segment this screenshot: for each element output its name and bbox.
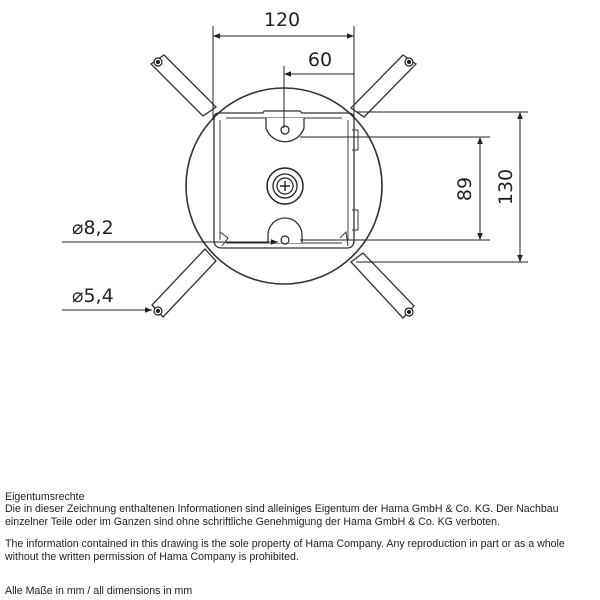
notice-body-de: Die in dieser Zeichnung enthaltenen Informationen sind alleiniges Eigentum der Hama GmbH & Co. KG. Der Nachbau einzelner Teile oder im Ganzen sind ohne schriftliche Genehmigung der Hama GmbH & Co. KG verboten. xyxy=(5,503,559,528)
dimension-label-60: 60 xyxy=(307,49,333,71)
units-note: Alle Maße in mm / all dimensions in mm xyxy=(5,585,193,597)
notice-body-en: The information contained in this drawing is the sole property of Hama Company. Any reproduction in part or as a whole without the written permission of Hama Company is prohibited. xyxy=(5,538,565,563)
dimension-label-120: 120 xyxy=(263,9,301,31)
arm-bottom-left xyxy=(152,249,216,317)
dimension-label-130: 130 xyxy=(495,168,517,206)
dimension-label-dia-8-2: ⌀8,2 xyxy=(72,217,114,239)
notice-title-de: Eigentumsrechte xyxy=(5,491,85,503)
dimension-label-89: 89 xyxy=(454,176,476,202)
center-bolt xyxy=(267,168,303,204)
arm-bottom-right xyxy=(351,253,414,318)
dimension-label-dia-5-4: ⌀5,4 xyxy=(72,285,114,307)
